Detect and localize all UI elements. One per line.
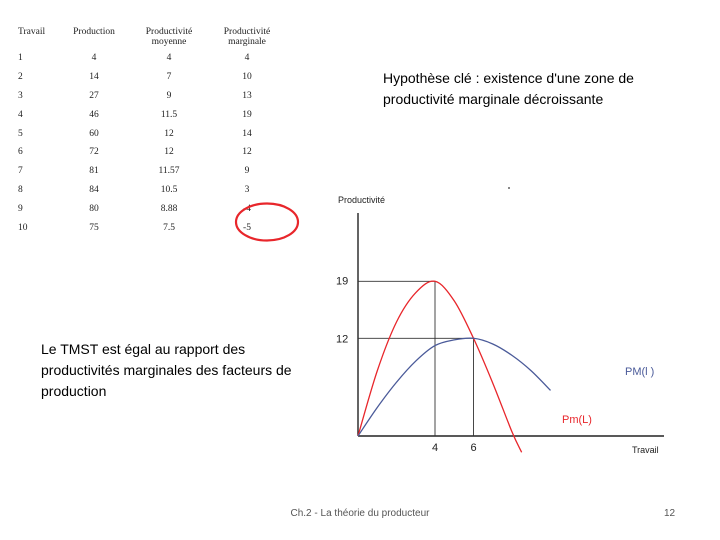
table-header-text: moyenne	[151, 37, 187, 47]
x-tick-label: 4	[431, 442, 439, 454]
y-tick-label: 19	[336, 275, 349, 288]
table-cell: 72	[89, 147, 99, 158]
table-cell: 11.57	[158, 166, 180, 177]
series-label-pm-marginale: Pm(L)	[562, 414, 592, 426]
table-cell: 60	[89, 128, 99, 139]
x-axis-label: Travail	[632, 445, 659, 455]
table-cell: 19	[242, 109, 252, 120]
table-cell: 80	[89, 203, 99, 214]
marginal-productivity-curve	[358, 281, 522, 452]
table-cell: 9	[244, 166, 250, 177]
table-cell: 3	[244, 184, 250, 195]
table-cell: 4	[244, 53, 250, 64]
table-cell: 13	[242, 90, 252, 101]
table-cell: 7	[18, 166, 23, 177]
table-cell: 12	[164, 147, 174, 158]
y-axis-label: Productivité	[338, 195, 386, 205]
table-cell: 5	[18, 128, 23, 139]
table-header-text: Travail	[18, 27, 46, 37]
y-tick-label: 12	[336, 333, 349, 346]
table-cell: 8.88	[160, 203, 178, 214]
table-cell: 9	[18, 203, 23, 214]
table-cell: 1	[18, 53, 23, 64]
average-productivity-curve	[358, 338, 551, 436]
table-header-text: marginale	[228, 37, 266, 47]
table-cell: 11.5	[160, 109, 178, 120]
table-header-text: Production	[73, 27, 115, 37]
table-cell: 8	[18, 184, 23, 195]
hypothesis-body: existence d'une zone de productivité marginale décroissante	[383, 70, 634, 107]
table-cell: 46	[89, 109, 99, 120]
footer-text: Ch.2 - La théorie du producteur	[290, 508, 430, 519]
table-cell: 27	[89, 90, 99, 101]
stray-dot	[508, 187, 510, 189]
table-cell: 75	[89, 222, 99, 233]
table-cell: 4	[91, 53, 97, 64]
table-cell: 10.5	[160, 184, 178, 195]
table-cell: 81	[89, 166, 99, 177]
table-cell: -4	[243, 203, 251, 214]
table-cell: 12	[242, 147, 252, 158]
table-cell: -5	[243, 222, 251, 233]
table-cell: 7.5	[163, 222, 175, 233]
table-cell: 14	[89, 72, 99, 83]
table-cell: 12	[164, 128, 174, 139]
page-number: 12	[664, 508, 676, 519]
table-cell: 4	[166, 53, 172, 64]
table-cell: 14	[242, 128, 252, 139]
table-cell: 3	[18, 90, 23, 101]
table-header-text: Productivité	[145, 27, 193, 37]
hypothesis-label: Hypothèse clé :	[383, 70, 480, 86]
table-cell: 6	[18, 147, 23, 158]
tmst-text: Le TMST est égal au rapport des productivités marginales des facteurs de production	[41, 341, 292, 399]
table-cell: 84	[89, 184, 99, 195]
x-tick-label: 6	[470, 442, 477, 454]
series-label-pm-moyenne: PM(l )	[625, 366, 655, 378]
table-cell: 9	[166, 90, 172, 101]
table-cell: 7	[166, 72, 172, 83]
table-cell: 10	[18, 222, 28, 233]
table-cell: 4	[18, 109, 23, 120]
table-header-text: Productivité	[223, 27, 271, 37]
table-cell: 10	[242, 72, 252, 83]
table-cell: 2	[18, 72, 23, 83]
highlight-ellipse	[236, 204, 298, 241]
